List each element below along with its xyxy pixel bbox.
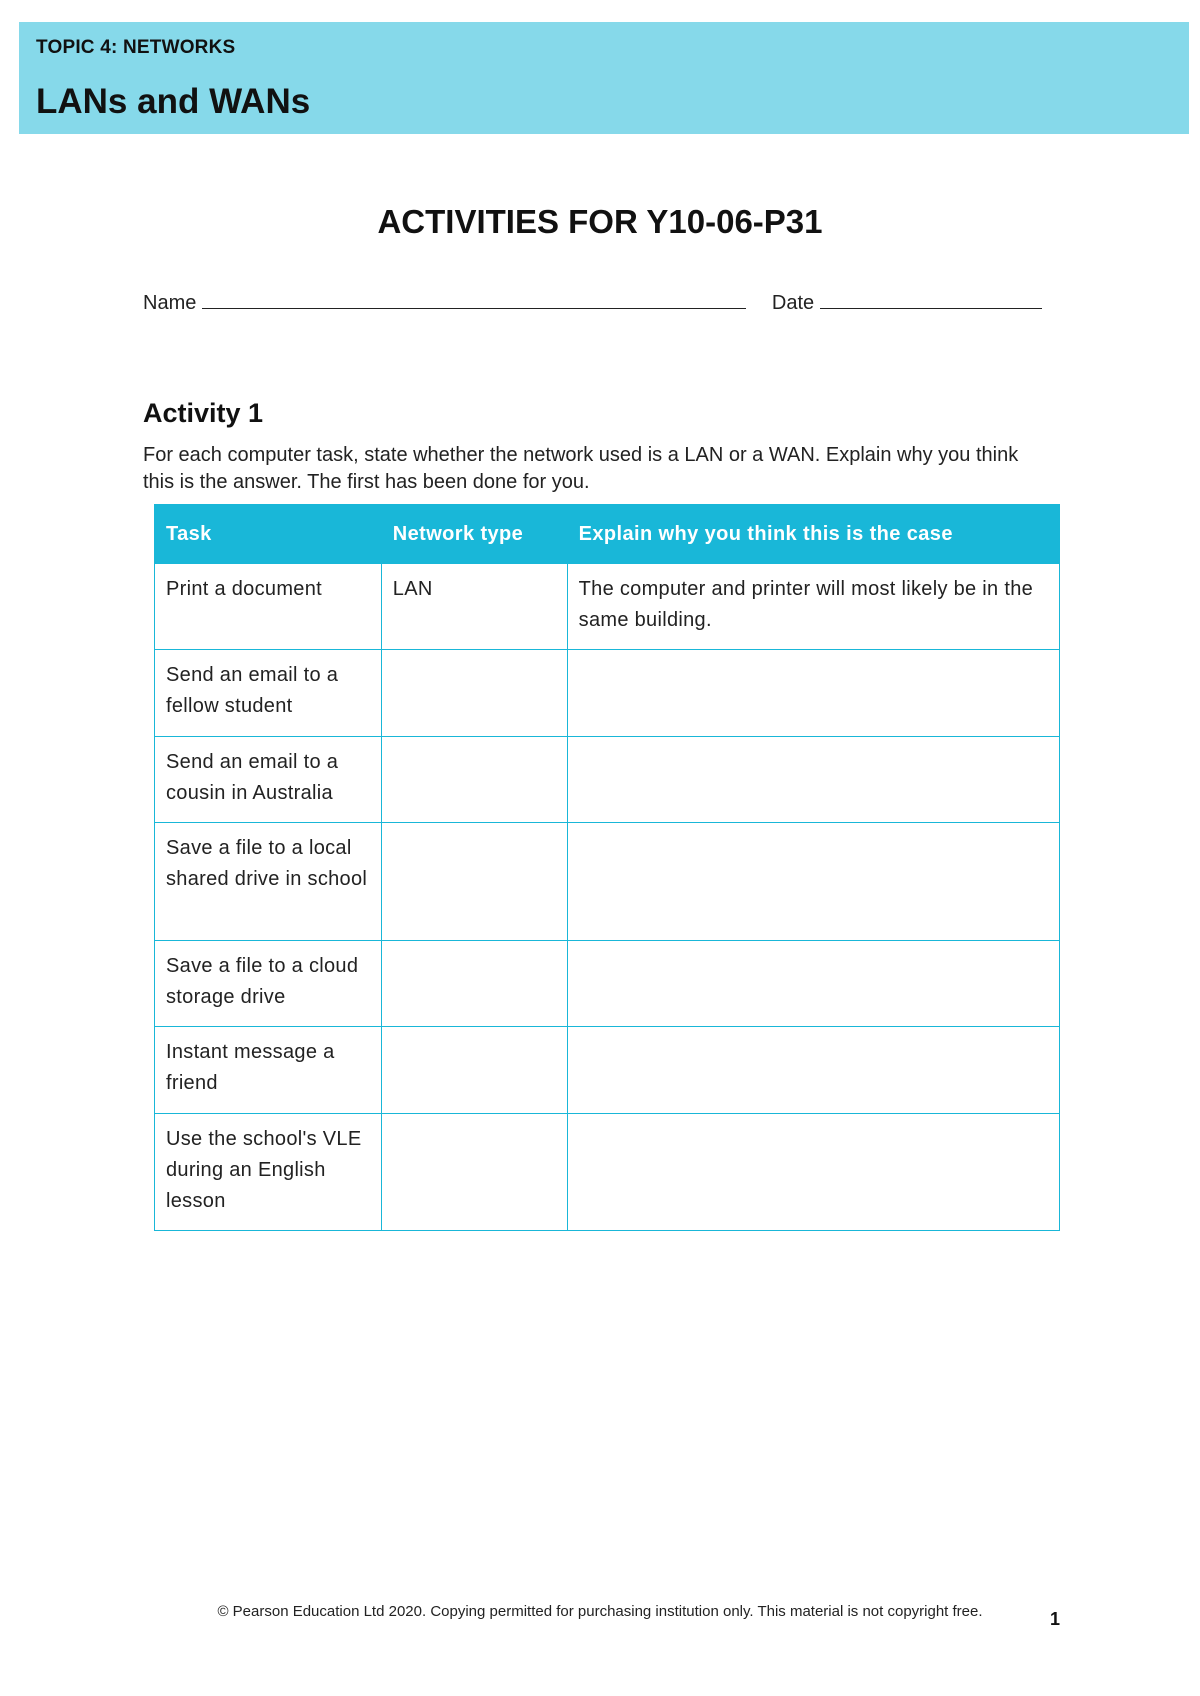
task-cell: Save a file to a cloud storage drive — [155, 941, 382, 1027]
task-cell: Instant message a friend — [155, 1027, 382, 1114]
network-type-cell[interactable] — [381, 1027, 567, 1114]
date-label: Date — [771, 292, 815, 314]
table-row — [155, 564, 1060, 650]
network-type-cell[interactable] — [381, 941, 567, 1027]
column-header-task: Task — [155, 505, 382, 564]
page-number: 1 — [1050, 1609, 1061, 1629]
activity-instructions: For each computer task, state whether the network used is a LAN or a WAN. Explain why you think this is the answer. The first has been done for you. — [143, 444, 1019, 493]
explanation-cell[interactable] — [567, 823, 1059, 941]
header-band — [19, 22, 1189, 134]
network-type-cell[interactable] — [381, 823, 567, 941]
explanation-cell[interactable] — [567, 1114, 1059, 1231]
explanation-cell[interactable] — [567, 737, 1059, 823]
table-row — [155, 941, 1060, 1027]
explanation-cell[interactable] — [567, 941, 1059, 1027]
date-field-line[interactable] — [820, 290, 1042, 309]
activity-table — [154, 504, 1060, 1231]
table-row — [155, 823, 1060, 941]
copyright-footer: © Pearson Education Ltd 2020. Copying permitted for purchasing institution only. This material is not copyright free. — [217, 1603, 983, 1620]
table-row — [155, 1027, 1060, 1114]
table-header-row — [155, 505, 1060, 564]
network-type-cell: LAN — [381, 564, 567, 650]
explanation-cell[interactable] — [567, 650, 1059, 737]
network-type-cell[interactable] — [381, 1114, 567, 1231]
task-cell: Use the school's VLE during an English lesson — [155, 1114, 382, 1231]
task-cell: Send an email to a fellow student — [155, 650, 382, 737]
network-type-cell[interactable] — [381, 650, 567, 737]
name-label: Name — [143, 292, 197, 314]
table-row — [155, 1114, 1060, 1231]
explanation-cell: The computer and printer will most likely be in the same building. — [567, 564, 1059, 650]
table-row — [155, 650, 1060, 737]
task-cell: Send an email to a cousin in Australia — [155, 737, 382, 823]
explanation-cell[interactable] — [567, 1027, 1059, 1114]
table-row — [155, 737, 1060, 823]
network-type-cell[interactable] — [381, 737, 567, 823]
activity-heading: Activity 1 — [143, 398, 264, 428]
document-title: ACTIVITIES FOR Y10-06-P31 — [377, 203, 823, 240]
header-title: LANs and WANs — [36, 82, 311, 121]
column-header-network-type: Network type — [381, 505, 567, 564]
task-cell: Print a document — [155, 564, 382, 650]
name-date-row — [143, 290, 1042, 315]
topic-label: TOPIC 4: NETWORKS — [36, 37, 236, 58]
column-header-explanation: Explain why you think this is the case — [567, 505, 1059, 564]
task-cell: Save a file to a local shared drive in school — [155, 823, 382, 941]
name-field-line[interactable] — [202, 290, 746, 309]
